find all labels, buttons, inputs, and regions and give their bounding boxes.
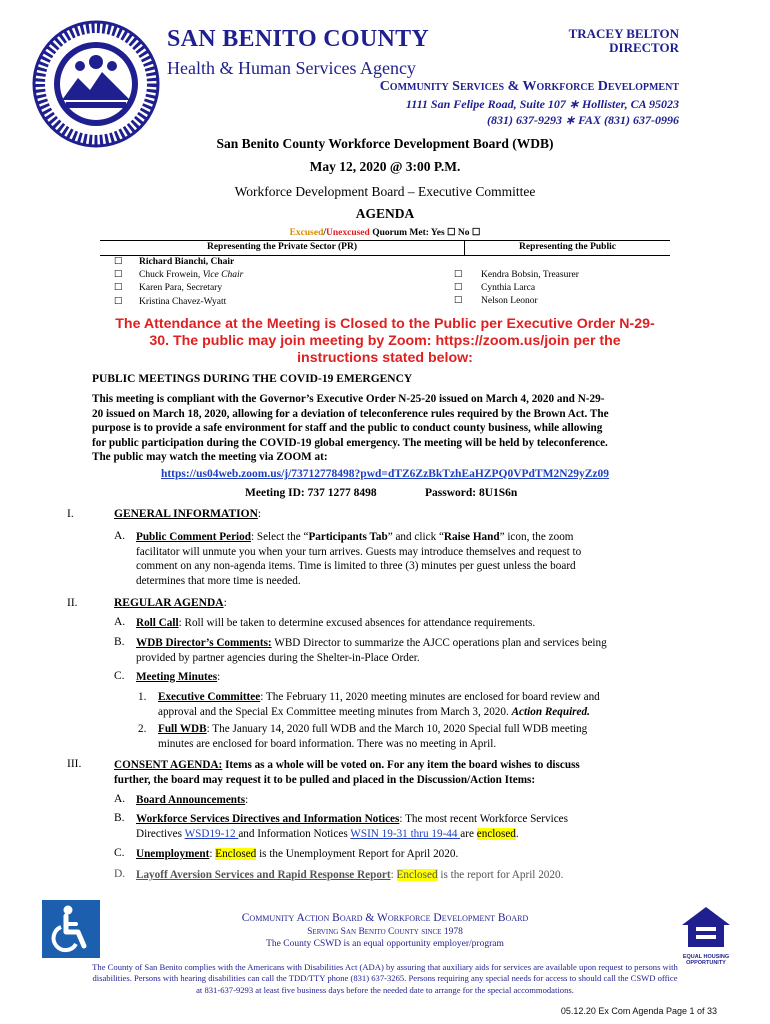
excused-label: Excused [289, 228, 324, 238]
item-letter: A. [114, 793, 126, 805]
item-letter: B. [114, 812, 125, 824]
meeting-id: Meeting ID: 737 1277 8498 [245, 487, 377, 499]
section-numeral: III. [67, 758, 82, 770]
attendance-checkbox[interactable]: ☐ [454, 283, 463, 294]
section-consent-agenda: CONSENT AGENDA: Items as a whole will be voted on. For any item the board wishes to discuss further, the board may request it to be pulled and placed in the Discussion/Action Items: [114, 759, 580, 786]
item-letter: B. [114, 636, 125, 648]
committee-name: Workforce Development Board – Executive Committee [234, 184, 536, 199]
attendance-checkbox[interactable]: ☐ [114, 296, 123, 307]
item-letter: A. [114, 616, 126, 628]
quorum-line: Excused/Unexcused Quorum Met: Yes ☐ No ☐ [289, 228, 481, 238]
item-number: 2. [138, 723, 147, 735]
meeting-minutes-item: Meeting Minutes: [136, 671, 221, 683]
wsd-link[interactable]: WSD19-12 [184, 827, 239, 840]
quorum-text: Quorum Met: Yes ☐ No ☐ [369, 228, 481, 238]
county-seal-icon [32, 20, 160, 148]
public-sector-header: Representing the Public [519, 242, 616, 252]
agenda-heading: AGENDA [355, 206, 415, 221]
director-name: TRACEY BELTON [568, 26, 679, 41]
ada-statement: The County of San Benito complies with the Americans with Disabilities Act (ADA) by assuring that auxiliary aids for services are available upon request to persons with disabilities. Persons with hearing disabilities can call the TDD/TTY phone (831) 637-3265. Persons requiring any special needs for access to should call the CSWD office at 831-637-9293 at least five business days before the needed date to arrange for the special accommodations. [92, 962, 678, 995]
county-name: SAN BENITO COUNTY [167, 26, 430, 52]
section-general-info: GENERAL INFORMATION: [114, 508, 262, 520]
attendance-checkbox[interactable]: ☐ [454, 270, 463, 280]
footer-serving-line: Serving San Benito County since 1978 [307, 927, 463, 937]
unexcused-label: Unexcused [326, 228, 370, 238]
full-wdb-minutes: Full WDB: The January 14, 2020 full WDB and the March 10, 2020 Special full WDB meeting minutes are enclosed for board information. There was no meeting in April. [158, 723, 588, 750]
covid-heading: PUBLIC MEETINGS DURING THE COVID-19 EMERGENCY [92, 373, 413, 385]
layoff-aversion-item: Layoff Aversion Services and Rapid Response Report: Enclosed is the report for April 2020. [136, 869, 564, 881]
item-letter: C. [114, 847, 125, 859]
meeting-password: Password: 8U1S6n [425, 487, 518, 499]
closed-meeting-notice: The Attendance at the Meeting is Closed to the Public per Executive Order N-29- 30. The public may join meeting by Zoom: https://zoom.us/join per the instructions stated below: [115, 316, 655, 366]
meeting-datetime: May 12, 2020 @ 3:00 P.M. [309, 159, 461, 174]
agency-name: Health & Human Services Agency [167, 58, 416, 78]
list-item: ☐ Richard Bianchi, Chair [114, 256, 243, 269]
division-address: 1111 San Felipe Road, Suite 107 ∗ Hollister, CA 95023 [405, 97, 679, 111]
list-item: ☐ Karen Para, Secretary [114, 282, 243, 295]
director-title: DIRECTOR [609, 40, 679, 55]
meeting-title: San Benito County Workforce Development Board (WDB) [216, 136, 554, 151]
item-letter: A. [114, 530, 126, 542]
roll-call-item: Roll Call: Roll will be taken to determine excused absences for attendance requirements. [136, 617, 536, 629]
attendance-table [100, 240, 670, 256]
division-phone: (831) 637-9293 ∗ FAX (831) 637-0996 [487, 113, 679, 127]
public-comment-item: Public Comment Period: Select the “Participants Tab” and click “Raise Hand” icon, the zoom facilitator will unmute you when your turn arrives. Guests may introduce themselves and request to comment on any non-agenda items. Time is limited to three (3) minutes per guest unless the board determines that more time is needed. [136, 531, 582, 587]
attendance-checkbox[interactable]: ☐ [114, 283, 123, 294]
executive-committee-minutes: Executive Committee: The February 11, 2020 meeting minutes are enclosed for board review and approval and the Special Ex Committee meeting minutes from March 3, 2020. Action Required. [158, 691, 600, 718]
section-numeral: II. [67, 597, 78, 609]
attendance-checkbox[interactable]: ☐ [114, 270, 123, 281]
list-item: ☐ Nelson Leonor [454, 295, 579, 308]
private-sector-header: Representing the Private Sector (PR) [206, 242, 358, 252]
list-item: ☐ Cynthia Larca [454, 282, 579, 295]
private-sector-list [114, 256, 243, 309]
public-sector-list [454, 269, 579, 309]
equal-housing-icon: EQUAL HOUSING OPPORTUNITY [678, 905, 734, 961]
page-number: 05.12.20 Ex Com Agenda Page 1 of 33 [560, 1006, 717, 1016]
section-numeral: I. [67, 508, 74, 520]
covid-paragraph: This meeting is compliant with the Governor’s Executive Order N-25-20 issued on March 4, 2020 and N-29- 20 issued on March 18, 2020, allowing for a deviation of teleconference rules required by the Brown Act. The purpose is to provide a safe environment for staff and the public to conduct county business, while allowing for public participation during the COVID-19 global emergency. The meeting will be held by teleconference. The public may watch the meeting via ZOOM at: [92, 393, 609, 464]
division-name: Community Services & Workforce Development [379, 79, 679, 94]
zoom-link[interactable]: https://us04web.zoom.us/j/73712778498?pwd=dTZ6ZzBkTzhEaHZPQ0VPdTM2N29yZz09 [160, 468, 610, 480]
item-letter: C. [114, 670, 125, 682]
workforce-directives-item: Workforce Services Directives and Information Notices: The most recent Workforce Services Directives WSD19-12 and Information Notices WSIN 19-31 thru 19-44 are enclosed. [136, 813, 568, 840]
list-item: ☐ Chuck Frowein, Vice Chair [114, 269, 243, 282]
list-item: ☐ Kendra Bobsin, Treasurer [454, 269, 579, 282]
footer-board-line: Community Action Board & Workforce Development Board [241, 912, 529, 924]
wsin-link[interactable]: WSIN 19-31 thru 19-44 [350, 827, 461, 840]
item-letter: D. [114, 868, 126, 880]
list-item: ☐ Kristina Chavez-Wyatt [114, 296, 243, 309]
unemployment-item: Unemployment: Enclosed is the Unemployment Report for April 2020. [136, 848, 459, 860]
footer-eoe-line: The County CSWD is an equal opportunity employer/program [266, 939, 504, 949]
section-regular-agenda: REGULAR AGENDA: [114, 597, 227, 609]
board-announcements-item: Board Announcements: [136, 794, 249, 806]
item-number: 1. [138, 691, 147, 703]
director-comments-item: WDB Director’s Comments: WBD Director to summarize the AJCC operations plan and services being provided by partner agencies during the Shelter-in-Place Order. [136, 637, 607, 664]
attendance-checkbox[interactable]: ☐ [454, 296, 463, 307]
attendance-checkbox[interactable]: ☐ [114, 257, 123, 267]
